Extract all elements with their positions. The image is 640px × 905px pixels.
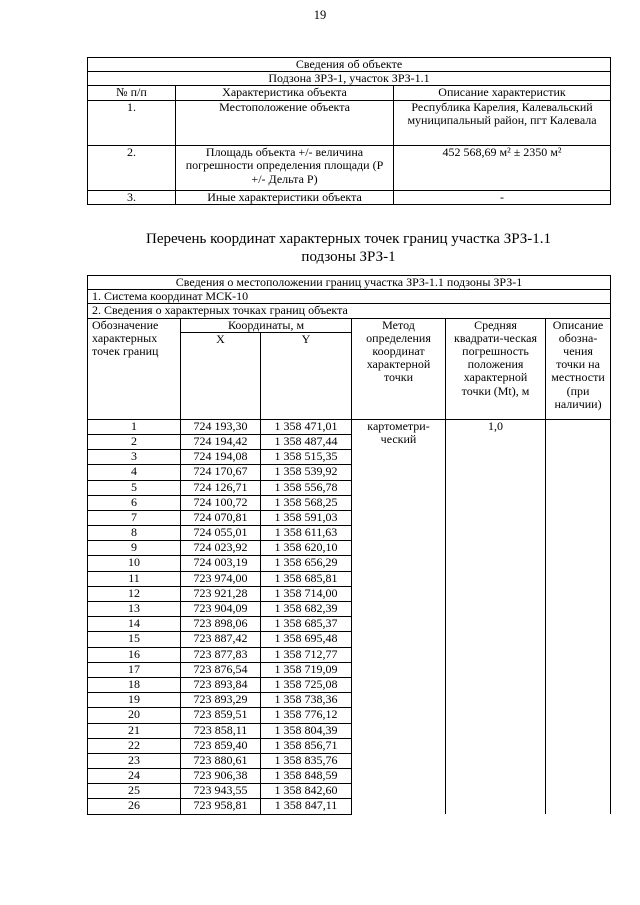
point-y: 1 358 776,12 [261, 708, 352, 723]
section-title-line-2: подзоны ЗРЗ-1 [301, 249, 396, 265]
point-x: 723 877,83 [181, 647, 261, 662]
point-number: 22 [88, 738, 181, 753]
header-x: X [181, 332, 261, 419]
point-y: 1 358 487,44 [261, 434, 352, 449]
header-num: № п/п [88, 86, 176, 100]
accuracy-cell: 1,0 [446, 419, 546, 814]
point-x: 723 880,61 [181, 753, 261, 768]
point-x: 723 876,54 [181, 662, 261, 677]
point-x: 724 193,30 [181, 419, 261, 434]
row-num: 2. [88, 145, 176, 190]
coord-header-row [88, 318, 611, 332]
point-number: 20 [88, 708, 181, 723]
point-x: 724 003,19 [181, 556, 261, 571]
point-x: 724 100,72 [181, 495, 261, 510]
object-table-caption: Сведения об объекте [88, 58, 611, 72]
row-num: 3. [88, 190, 176, 204]
row-description: Республика Карелия, Калевальский муниципальный район, пгт Калевала [394, 100, 611, 145]
coordinates-table [87, 275, 611, 815]
point-y: 1 358 842,60 [261, 784, 352, 799]
point-number: 10 [88, 556, 181, 571]
section-title-line-1: Перечень координат характерных точек границ участка ЗРЗ-1.1 [146, 231, 551, 247]
point-y: 1 358 856,71 [261, 738, 352, 753]
point-y: 1 358 725,08 [261, 677, 352, 692]
point-x: 723 893,29 [181, 693, 261, 708]
point-number: 14 [88, 617, 181, 632]
point-y: 1 358 591,03 [261, 510, 352, 525]
point-y: 1 358 539,92 [261, 465, 352, 480]
point-number: 9 [88, 541, 181, 556]
point-number: 3 [88, 450, 181, 465]
row-characteristic: Иные характеристики объекта [176, 190, 394, 204]
point-number: 23 [88, 753, 181, 768]
header-coordinates: Координаты, м [181, 318, 352, 332]
point-x: 723 943,55 [181, 784, 261, 799]
point-x: 723 958,81 [181, 799, 261, 814]
point-number: 12 [88, 586, 181, 601]
point-y: 1 358 719,09 [261, 662, 352, 677]
header-accuracy: Средняя квадрати-ческая погрешность положения характерной точки (Mt), м [446, 318, 546, 419]
point-number: 15 [88, 632, 181, 647]
table-row [88, 145, 611, 190]
header-description: Описание характеристик [394, 86, 611, 100]
row-num: 1. [88, 100, 176, 145]
point-x: 724 126,71 [181, 480, 261, 495]
point-number: 16 [88, 647, 181, 662]
coord-table-caption: Сведения о местоположении границ участка ЗРЗ-1.1 подзоны ЗРЗ-1 [88, 276, 611, 290]
point-x: 724 023,92 [181, 541, 261, 556]
point-x: 724 170,67 [181, 465, 261, 480]
row-description: - [394, 190, 611, 204]
point-y: 1 358 738,36 [261, 693, 352, 708]
point-number: 1 [88, 419, 181, 434]
point-number: 17 [88, 662, 181, 677]
point-x: 723 887,42 [181, 632, 261, 647]
point-y: 1 358 847,11 [261, 799, 352, 814]
point-x: 723 898,06 [181, 617, 261, 632]
point-x: 723 859,51 [181, 708, 261, 723]
point-number: 2 [88, 434, 181, 449]
point-y: 1 358 620,10 [261, 541, 352, 556]
point-x: 723 904,09 [181, 602, 261, 617]
object-table-header-row [88, 86, 611, 100]
header-designation: Обозначение характерных точек границ [88, 318, 181, 419]
object-info-table [87, 57, 611, 205]
points-body [88, 419, 611, 814]
point-x: 724 194,08 [181, 450, 261, 465]
point-y: 1 358 714,00 [261, 586, 352, 601]
point-y: 1 358 685,37 [261, 617, 352, 632]
point-number: 21 [88, 723, 181, 738]
point-number: 26 [88, 799, 181, 814]
point-y: 1 358 568,25 [261, 495, 352, 510]
point-x: 723 974,00 [181, 571, 261, 586]
point-x: 724 055,01 [181, 526, 261, 541]
point-y: 1 358 682,39 [261, 602, 352, 617]
point-y: 1 358 471,01 [261, 419, 352, 434]
coordinate-system: 1. Система координат МСК-10 [88, 290, 611, 304]
point-number: 24 [88, 769, 181, 784]
point-y: 1 358 848,59 [261, 769, 352, 784]
point-y: 1 358 695,48 [261, 632, 352, 647]
section-title [87, 230, 610, 266]
point-number: 11 [88, 571, 181, 586]
point-y: 1 358 804,39 [261, 723, 352, 738]
page-number: 19 [313, 8, 327, 22]
point-y: 1 358 712,77 [261, 647, 352, 662]
point-y: 1 358 835,76 [261, 753, 352, 768]
point-number: 25 [88, 784, 181, 799]
point-x: 723 858,11 [181, 723, 261, 738]
row-characteristic: Площадь объекта +/- величина погрешности определения площади (Р +/- Дельта Р) [176, 145, 394, 190]
header-point-description: Описание обозна-чения точки на местности (при наличии) [546, 318, 611, 419]
point-number: 4 [88, 465, 181, 480]
point-number: 7 [88, 510, 181, 525]
point-x: 723 893,84 [181, 677, 261, 692]
row-characteristic: Местоположение объекта [176, 100, 394, 145]
point-x: 723 859,40 [181, 738, 261, 753]
header-method: Метод определения координат характерной точки [352, 318, 446, 419]
table-row [88, 190, 611, 204]
point-y: 1 358 611,63 [261, 526, 352, 541]
table-row [88, 419, 611, 434]
point-number: 5 [88, 480, 181, 495]
row-description: 452 568,69 м² ± 2350 м² [394, 145, 611, 190]
object-table-subcaption: Подзона ЗРЗ-1, участок ЗРЗ-1.1 [88, 72, 611, 86]
method-cell: картометри-ческий [352, 419, 446, 814]
point-number: 19 [88, 693, 181, 708]
point-y: 1 358 656,29 [261, 556, 352, 571]
point-x: 723 921,28 [181, 586, 261, 601]
point-y: 1 358 556,78 [261, 480, 352, 495]
point-x: 724 194,42 [181, 434, 261, 449]
point-number: 18 [88, 677, 181, 692]
header-y: Y [261, 332, 352, 419]
point-y: 1 358 515,35 [261, 450, 352, 465]
point-x: 724 070,81 [181, 510, 261, 525]
table-row [88, 100, 611, 145]
header-characteristic: Характеристика объекта [176, 86, 394, 100]
point-number: 13 [88, 602, 181, 617]
point-description-cell [546, 419, 611, 814]
point-number: 8 [88, 526, 181, 541]
point-number: 6 [88, 495, 181, 510]
point-y: 1 358 685,81 [261, 571, 352, 586]
point-x: 723 906,38 [181, 769, 261, 784]
points-info-heading: 2. Сведения о характерных точках границ объекта [88, 304, 611, 318]
